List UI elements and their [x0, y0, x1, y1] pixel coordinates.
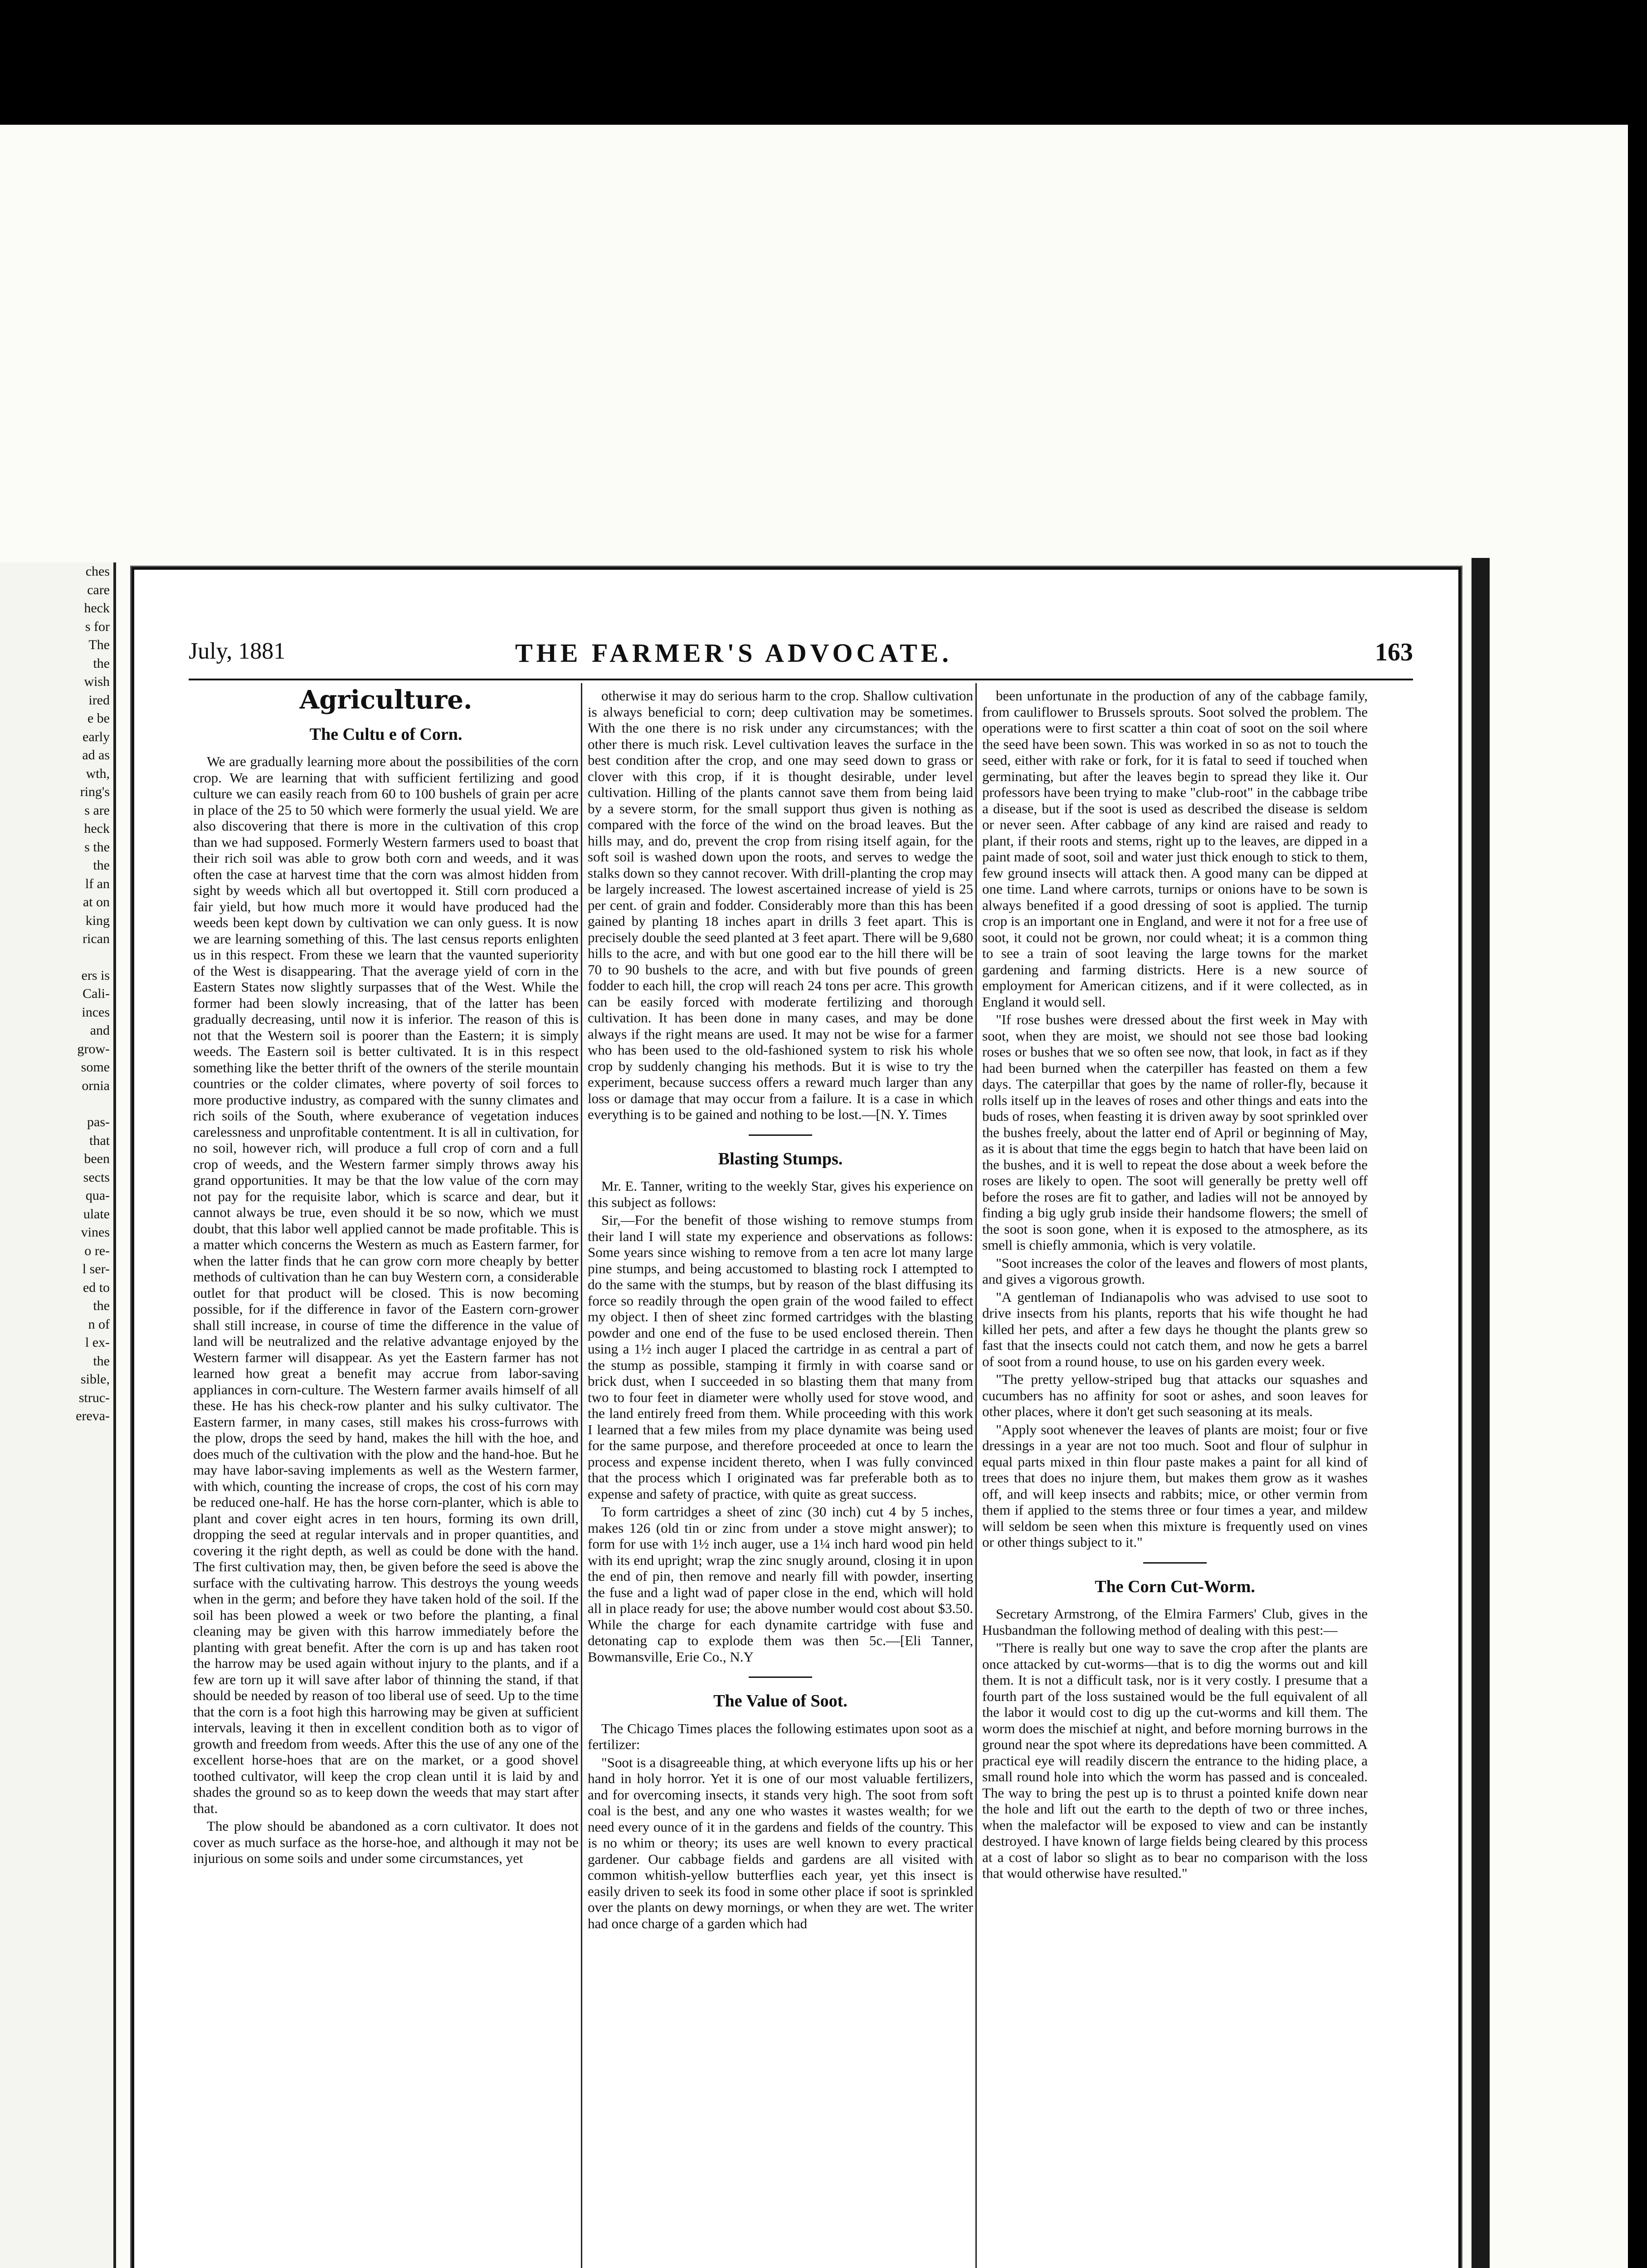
strip-line: l ser-	[82, 1261, 110, 1276]
strip-line: ereva-	[76, 1408, 110, 1423]
strip-line: The	[88, 637, 110, 652]
strip-line: heck	[84, 821, 110, 836]
article-title: Blasting Stumps.	[718, 1149, 843, 1168]
column-2	[588, 688, 973, 1933]
article-title: The Cultu e of Corn.	[309, 724, 463, 744]
paragraph: been unfortunate in the production of any of the cabbage family, from cauliflower to Brussels sprouts. Soot solved the problem. The operations were to first scatter a thin coat of soot on the soil where the seed have been sown. This was worked in so as not to touch the seed, either with rake or fork, for it is fatal to seed if touched when germinating, but after the leaves begin to spread they like it. Our professors have been trying to make "club-root" in the cabbage tribe a disease, but if the soot is used as described the disease is seldom or never seen. After cabbage of any kind are raised and ready to plant, if their roots and stems, right up to the leaves, are dipped in a paint made of soot, soil and water just thick enough to stick to them, few ground insects will attack then. A good many can be dipped at one time. Land where carrots, turnips or onions have to be sown is always benefited if a good dressing of soot is applied. The turnip crop is an important one in England, and were it not for a free use of soot, it could not be grown, nor could wheat; it is a common thing to see a train of soot leaving the large towns for the market gardening and farming districts. Here is a new source of employment for American citizens, and if it were collected, as in England it would sell.	[982, 688, 1368, 1010]
strip-line: vines	[81, 1225, 110, 1240]
strip-line: ches	[85, 564, 110, 579]
strip-line	[0, 948, 113, 967]
strip-line: inces	[82, 1004, 110, 1020]
strip-line: ad as	[82, 748, 110, 763]
strip-line: ornia	[82, 1078, 110, 1093]
paragraph: "Soot increases the color of the leaves and flowers of most plants, and gives a vigorous growth.	[982, 1255, 1368, 1287]
paragraph: Sir,—For the benefit of those wishing to remove stumps from their land I will state my experience and observations as follows: Some years since wishing to remove from a ten acre lot many large pine stumps, and being accustomed to blasting rock I attempted to do the same with the stumps, but by reason of the blast diffusing its force so readily through the open grain of the wood failed to effect my object. I then of sheet zinc formed cartridges with the blasting powder and one end of the fuse to be used enclosed therein. Then using a 1½ inch auger I placed the cartridge in as central a part of the stump as possible, stamping it firmly in with coarse sand or brick dust, when I succeeded in so blasting them that many from two to four feet in diameter were wholly used for stove wood, and the land entirely freed from them. While proceeding with this work I learned that a few miles from my place dynamite was being used for the same purpose, and therefore proceeded at once to learn the process and expense incident thereto, when I was fully convinced that the process which I originated was far preferable both as to expense and safety of practice, with quite as great success.	[588, 1212, 973, 1502]
strip-line: been	[84, 1151, 110, 1166]
strip-line	[0, 1095, 113, 1113]
strip-line: sects	[83, 1169, 110, 1185]
strip-line: the	[93, 1353, 110, 1369]
strip-line: lf an	[85, 876, 110, 891]
paragraph: "There is really but one way to save the crop after the plants are once attacked by cut-worms—that is to dig the worms out and kill them. It is not a difficult task, nor is it very costly. I presume that a fourth part of the loss sustained would be the full equivalent of all the labor it would cost to dig up the cut-worms and kill them. The worm does the mischief at night, and before morning burrows in the ground near the spot where its depredations have been committed. A practical eye will readily discern the entrance to the hiding place, a small round hole into which the worm has passed and is concealed. The way to bring the pest up is to thrust a pointed knife down near the hole and lift out the earth to the depth of two or three inches, when the malefactor will be exposed to view and can be instantly destroyed. I have known of large fields being cleared by this process at a cost of labor so slight as to bear no comparison with the loss that would otherwise have resulted."	[982, 1640, 1368, 1881]
article-separator	[749, 1134, 812, 1136]
strip-line: ulate	[83, 1206, 110, 1222]
strip-line: that	[89, 1133, 110, 1148]
strip-line: the	[93, 858, 110, 873]
strip-line: e be	[87, 711, 110, 726]
strip-line: heck	[84, 601, 110, 616]
strip-line: and	[90, 1023, 110, 1038]
strip-line: l ex-	[85, 1335, 110, 1350]
paragraph: Mr. E. Tanner, writing to the weekly Star, gives his experience on this subject as follows:	[588, 1178, 973, 1210]
article-separator	[1143, 1562, 1207, 1564]
paragraph: "Apply soot whenever the leaves of plants are moist; four or five dressings in a year are not too much. Soot and flour of sulphur in equal parts mixed in thin flour paste makes a paint for all kind of trees that does no injure them, but makes them grow as it washes off, and will keep insects and rabbits; mice, or other vermin from them if applied to the stems three or four times a year, and mildew will seldom be seen when this mixture is frequently used on vines or other things subject to it."	[982, 1421, 1368, 1550]
strip-line: care	[87, 582, 110, 597]
column-divider	[581, 683, 582, 2268]
strip-line: wth,	[86, 766, 110, 781]
strip-line: king	[85, 913, 110, 928]
strip-line: the	[93, 655, 110, 671]
paragraph: To form cartridges a sheet of zinc (30 inch) cut 4 by 5 inches, makes 126 (old tin or zinc from under a stove might answer); to form for use with 1½ inch auger, use a 1¼ inch hard wood pin held with its end upright; wrap the zinc snugly around, closing it in upon the end of pin, then remove and nearly fill with powder, inserting the fuse and a light wad of paper close in the end, which will hold all in place ready for use; the above number would cost about $3.50. While the charge for each dynamite cartridge with fuse and detonating cap to explode them was then 5c.—[Eli Tanner, Bowmansville, Erie Co., N.Y	[588, 1504, 973, 1665]
paragraph: Secretary Armstrong, of the Elmira Farmers' Club, gives in the Husbandman the following method of dealing with this pest:—	[982, 1606, 1368, 1638]
page-edge	[1472, 558, 1490, 2268]
strip-line: Cali-	[83, 986, 110, 1001]
page-header	[189, 638, 1413, 679]
newspaper-page	[132, 567, 1461, 2268]
paragraph: "A gentleman of Indianapolis who was advised to use soot to drive insects from his plants, reports that his wife thought he had killed her pets, and after a few days he thought the plants grew so fast that the insects could not catch them, and now he gets a barrel of soot from a round house, to use on his garden every week.	[982, 1289, 1368, 1369]
section-title: Agriculture.	[299, 685, 473, 715]
strip-line: at on	[83, 894, 110, 909]
strip-line: some	[81, 1060, 110, 1075]
header-rule	[189, 679, 1413, 680]
paragraph: "Soot is a disagreeable thing, at which everyone lifts up his or her hand in holy horror. Yet it is one of our most valuable fertilizers, and for overcoming insects, it stands very high. The soot from soft coal is the best, and any one who wastes it wastes wealth; for we need every ounce of it in the gardens and fields of the country. This is no whim or theory; its uses are well known to every practical gardener. Our cabbage fields and gardens are all visited with common whitish-yellow butterflies each year, yet this insect is easily driven to seek its food in some other place if soot is sprinkled over the plants on dewy mornings, or when they are wet. The writer had once charge of a garden which had	[588, 1754, 973, 1931]
strip-line: the	[93, 1298, 110, 1313]
paragraph: We are gradually learning more about the possibilities of the corn crop. We are learning that with sufficient fertilizing and good culture we can easily reach from 60 to 100 bushels of grain per acre in place of the 25 to 50 which were formerly the usual yield. We are also discovering that there is more in the cultivation of this crop than we had supposed. Formerly Western farmers used to boast that their rich soil was able to grow both corn and weeds, and it was often the case at harvest time that the corn was almost hidden from sight by weeds which all but overtopped it. Still corn produced a fair yield, but how much more it would have produced had the weeds been kept down by cultivation we can only guess. It is now we are learning something of this. The last census reports enlighten us in this respect. From these we learn that the vaunted superiority of the West is disappearing. That the average yield of corn in the Eastern States now slightly surpasses that of the West. While the former had been slowly increasing, that of the latter has been gradually decreasing, until now it is inferior. The reason of this is not that the Western soil is poorer than the Eastern; it is simply weeds. The Eastern soil is better cultivated. It is in this respect something like the better thrift of the owners of the sterile mountain countries or the colder climates, where poverty of soil forces to more productive industry, as compared with the sunny climates and rich soils of the South, where exuberance of vegetation induces carelessness and unprofitable contentment. It is all in cultivation, for no soil, however rich, will produce a full crop of corn and a full crop of weeds, and the Western farmer simply throws away his grand opportunities. It may be that the low value of the corn may not pay for the requisite labor, which is scarce and dear, but it cannot always be true, even should it be so now, which we must doubt, that this labor well applied cannot be made profitable. This is a matter which concerns the Western as much as Eastern farmer, for when the latter finds that he can grow corn more cheaply by better methods of cultivation than he can buy Western corn, a considerable outlet for that product will be closed. This is now becoming possible, for if the difference in favor of the Eastern corn-grower shall still increase, in course of time the difference in the value of land will be neutralized and the relative advantage enjoyed by the Western farmer will disappear. As yet the Eastern farmer has not learned how great a benefit may accrue from labor-saving appliances in corn-culture. The Western farmer avails himself of all these. He has his check-row planter and his sulky cultivator. The Eastern farmer, in many cases, still makes his cross-furrows with the plow, drops the seed by hand, makes the hill with the hoe, and does much of the cultivation with the plow and the hand-hoe. But he may have labor-saving implements as well as the Western farmer, with which, counting the increase of crops, the cost of his corn may be reduced one-half. He has the horse corn-planter, which is able to plant and cover eight acres in ten hours, forming its own drill, dropping the seed at regular intervals and in proper quantities, and covering it the right depth, as well as could be done with the hand. The first cultivation may, then, be given before the seed is above the surface with the cultivating harrow. This destroys the young weeds when in the germ; and before they have taken hold of the soil. If the soil has been plowed a week or two before the planting, a final cleaning may be given with this harrow immediately before the planting with great benefit. After the corn is up and has taken root the harrow may be used again without injury to the plants, and if a few are torn up it will save after labor of thinning the stand, if that should be needed by reason of too liberal use of seed. Up to the time that the corn is a foot high this harrowing may be given at sufficient intervals, leaving it then in excellent condition both as to vigor of growth and freedom from weeds. After this the use of any one of the excellent horse-hoes that are on the market, or a good shovel toothed cultivator, will keep the crop clean until it is laid by and shades the ground so as to keep down the weeds that may start after that.	[193, 753, 579, 1816]
article-separator	[749, 1677, 812, 1678]
paragraph: The Chicago Times places the following estimates upon soot as a fertilizer:	[588, 1720, 973, 1752]
strip-line: s for	[85, 619, 110, 634]
strip-line: grow-	[77, 1041, 110, 1056]
strip-line: ed to	[83, 1280, 110, 1295]
column-1	[193, 685, 579, 1868]
strip-line: early	[83, 729, 110, 744]
paragraph: The plow should be abandoned as a corn cultivator. It does not cover as much surface as the horse-hoe, and although it may not be injurious on some soils and under some circumstances, yet	[193, 1818, 579, 1866]
article-title: The Corn Cut-Worm.	[1095, 1577, 1255, 1596]
strip-line: s are	[84, 802, 110, 818]
strip-line: ers is	[81, 968, 110, 983]
issue-date: July, 1881	[189, 638, 286, 664]
page-number: 163	[1375, 638, 1413, 666]
masthead: THE FARMER'S ADVOCATE.	[515, 638, 952, 668]
strip-line: ring's	[80, 784, 110, 799]
paragraph: otherwise it may do serious harm to the crop. Shallow cultivation is always beneficial to corn; deep cultivation may be sometimes. With the one there is no risk under any circumstances; with the other there is much risk. Level cultivation leaves the surface in the best condition after the crop, and one may seed down to grass or clover with this crop, if it is thought desirable, under level cultivation. Hilling of the plants cannot save them from being laid by a severe storm, for the small support thus given is nothing as compared with the force of the wind on the broad leaves. But the hills may, and do, prevent the crop from rising itself again, for the soft soil is washed down upon the roots, and serves to wedge the stalks down so they cannot recover. With drill-planting the crop may be largely increased. The lowest ascertained increase of yield is 25 per cent. of grain and fodder. Considerably more than this has been gained by planting 18 inches apart in drills 3 feet apart. This is precisely double the seed planted at 3 feet apart. There will be 9,680 hills to the acre, and with but one good ear to the hill there will be 70 to 90 bushels to the acre, and with but five pounds of green fodder to each hill, the crop will reach 24 tons per acre. This growth can be easily forced with moderate fertilizing and thorough cultivation. It has been done in many cases, and may be done always if the right means are used. It may not be wise for a farmer who has been used to the old-fashioned system to risk his whole crop by suddenly changing his methods. But it is wise to try the experiment, because success offers a reward much larger than any loss or damage that may occur from a failure. It is a case in which everything is to be gained and nothing to be lost.—[N. Y. Times	[588, 688, 973, 1122]
strip-line: wish	[84, 674, 110, 689]
strip-line: ired	[88, 692, 110, 708]
article-title: The Value of Soot.	[713, 1691, 848, 1711]
strip-line: qua-	[85, 1188, 110, 1203]
strip-line: sible,	[80, 1372, 110, 1387]
strip-line: s the	[84, 839, 110, 855]
strip-line: struc-	[78, 1390, 110, 1405]
paragraph: "If rose bushes were dressed about the first week in May with soot, when they are moist, we should not see those bad looking roses or bushes that we so often see now, that look, in fact as if they had been burned when the caterpiller has feasted on them a few days. The caterpillar that goes by the name of roller-fly, because it rolls itself up in the leaves of roses and other things and eats into the buds of roses, when feasting it is driven away by soot sprinkled over the bushes freely, about the latter end of April or beginning of May, as it is about that time the eggs begin to hatch that have been laid on the bushes, and it is well to repeat the dose about a week before the roses are likely to open. The soot will generally be pretty well off before the roses are fit to gather, and ladies will not be annoyed by finding a big ugly grub inside their handsome flowers; the smell of the soot is soon gone, when it is exposed to the atmosphere, as its smell is chiefly ammonia, which is very volatile.	[982, 1012, 1368, 1253]
column-divider	[975, 683, 977, 2268]
paragraph: "The pretty yellow-striped bug that attacks our squashes and cucumbers has no affinity for soot or ashes, and soon leaves for other places, where it don't get such seasoning at its meals.	[982, 1371, 1368, 1419]
strip-line: rican	[83, 931, 110, 946]
column-3	[982, 688, 1368, 1883]
adjacent-page-strip	[0, 562, 116, 2268]
strip-line: n of	[88, 1316, 110, 1332]
strip-line: o re-	[84, 1243, 110, 1258]
strip-line: pas-	[87, 1114, 110, 1129]
